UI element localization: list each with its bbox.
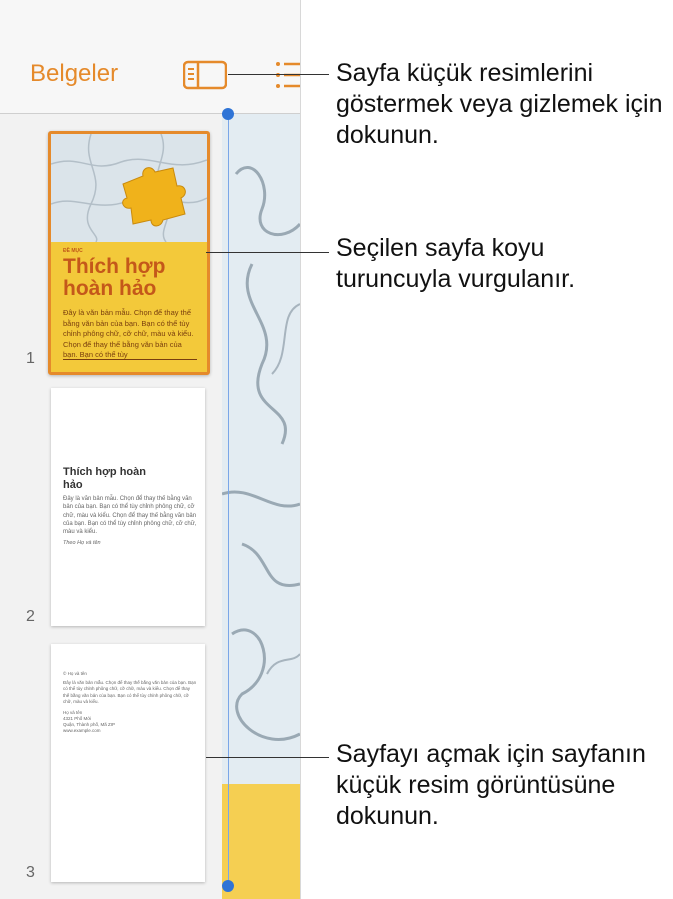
puzzle-background-image <box>222 114 300 784</box>
callout-line-toggle <box>228 74 329 75</box>
callout-selected: Seçilen sayfa koyu turuncuyla vurgulanır. <box>336 234 576 293</box>
page-number: 2 <box>26 608 35 625</box>
callout-open: Sayfayı açmak için sayfanın küçük resim görüntüsüne dokunun. <box>336 740 646 830</box>
callout-line-selected <box>206 252 329 253</box>
page-body: Đây là văn bản mẫu. Chọn để thay thế bằng văn bản của bạn. Bạn có thể tùy chỉnh phông chữ, cỡ chữ, màu và kiểu. Chọn để thay thế bằng văn bản của bạn. Bạn có thể tùy chỉnh phông chữ, cỡ chữ, màu và kiểu. <box>63 496 197 536</box>
canvas-yellow-area <box>222 784 300 899</box>
page-number: 3 <box>26 864 35 881</box>
page-thumbnail[interactable] <box>51 388 205 626</box>
page-thumbnail-selected[interactable] <box>48 131 210 375</box>
puzzle-illustration <box>51 134 207 242</box>
page-thumbnail[interactable] <box>51 644 205 882</box>
selection-handle-top[interactable] <box>222 108 234 120</box>
page-address: Họ và tên 4321 Phố Mới Quận, Thành phố, Mã ZIP www.example.com <box>63 710 115 733</box>
selection-edge-line <box>228 114 229 886</box>
document-canvas[interactable] <box>222 114 300 899</box>
callout-toggle: Sayfa küçük resimlerini göstermek veya gizlemek için dokunun. <box>336 59 663 149</box>
puzzle-image <box>51 134 207 242</box>
page-copyright: © Họ và tên <box>63 671 87 676</box>
callout-line-open <box>206 757 329 758</box>
selection-handle-bottom[interactable] <box>222 880 234 892</box>
page-title: Thích hợp hoàn hảo <box>63 466 146 491</box>
cover-body: Đây là văn bản mẫu. Chọn để thay thế bằng văn bản của bạn. Bạn có thể tùy chỉnh phông chữ, cỡ chữ, màu và kiểu. Chọn để thay thế bằng văn bản của bạn. Bạn có thể tùy <box>63 308 194 359</box>
page-number: 1 <box>26 350 35 367</box>
documents-back-button[interactable]: Belgeler <box>30 60 119 87</box>
cover-rule <box>63 359 197 360</box>
pages-app-window <box>0 0 301 899</box>
page-byline: Theo Họ và tên <box>63 540 101 546</box>
cover-text-area <box>51 242 207 372</box>
sidebar-toggle-icon[interactable] <box>183 60 227 90</box>
page-body: Đây là văn bản mẫu. Chọn để thay thế bằng văn bản của bạn. Bạn có thể tùy chỉnh phông chữ, cỡ chữ, màu và kiểu. Chọn để thay thế bằng văn bản của bạn. Bạn có thể tùy chỉnh phông chữ, cỡ chữ, màu và kiểu. <box>63 680 197 704</box>
cover-kicker: ĐỀ MỤC <box>63 248 83 254</box>
cover-title: Thích hợp hoàn hảo <box>63 255 166 300</box>
list-icon[interactable] <box>275 60 301 90</box>
toolbar <box>0 0 300 114</box>
